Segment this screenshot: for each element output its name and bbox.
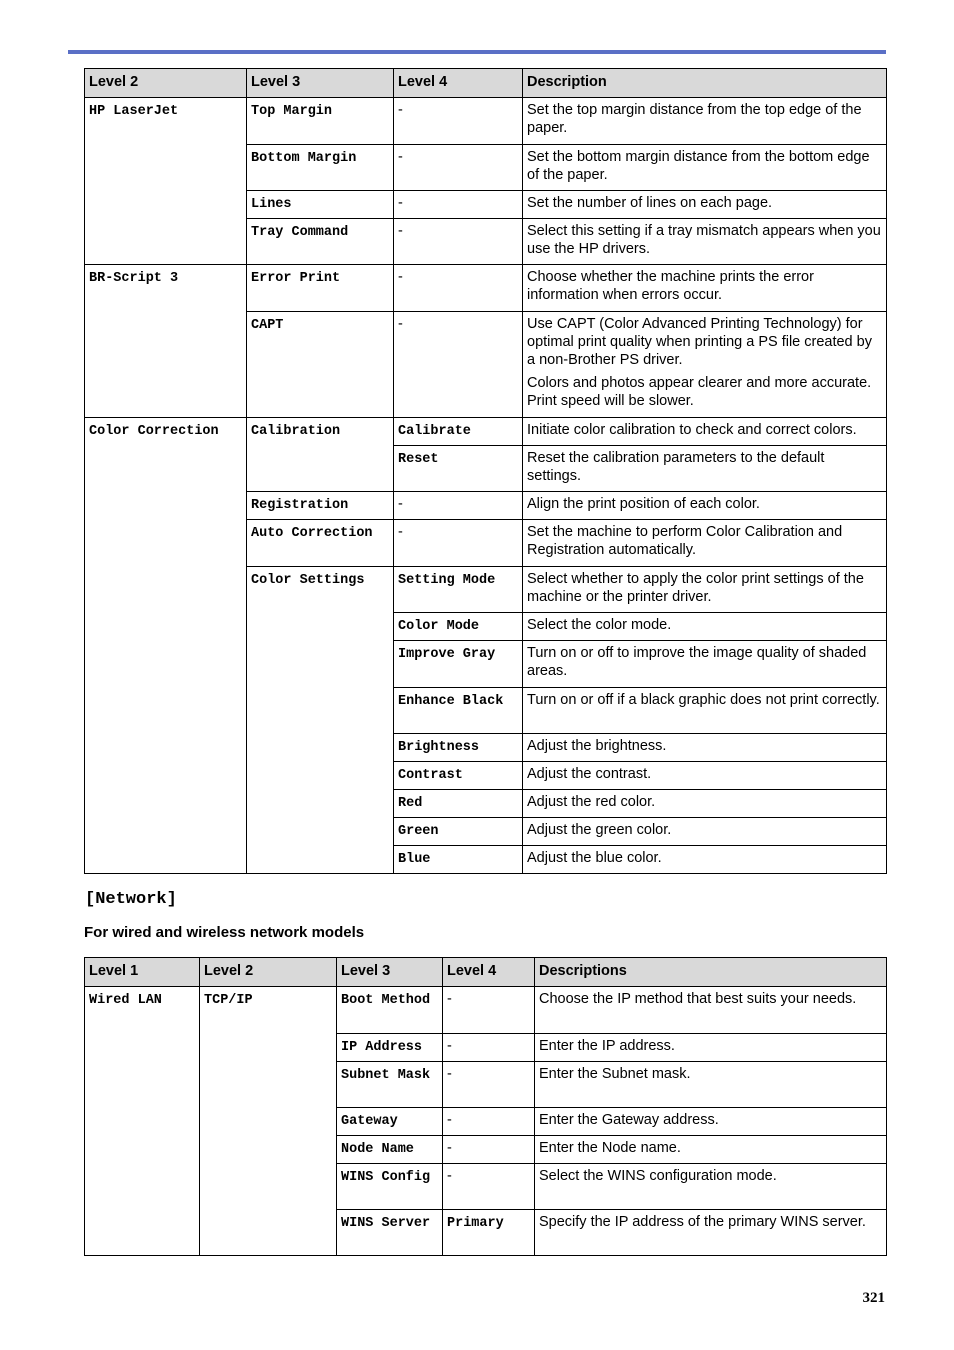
- header-level-2: Level 2: [85, 69, 247, 98]
- table-header-row: [85, 69, 887, 98]
- cell-color-correction: Color Correction: [85, 418, 247, 874]
- header-description: Description: [523, 69, 887, 98]
- cell-level4: -: [443, 1108, 535, 1136]
- cell-level4: -: [443, 987, 535, 1034]
- cell-description: Adjust the green color.: [523, 818, 887, 846]
- cell-description: Set the bottom margin distance from the bottom edge of the paper.: [523, 145, 887, 191]
- cell-description: Select this setting if a tray mismatch appears when you use the HP drivers.: [523, 219, 887, 265]
- cell-wins-config: WINS Config: [337, 1164, 443, 1210]
- cell-level4: -: [443, 1034, 535, 1062]
- cell-description: Specify the IP address of the primary WINS server.: [535, 1210, 887, 1256]
- description-paragraph: Use CAPT (Color Advanced Printing Technology) for optimal print quality when printing a PS file created by a non-Brother PS driver.: [527, 316, 872, 368]
- cell-level4: -: [394, 312, 523, 418]
- cell-color-settings: Color Settings: [247, 567, 394, 874]
- cell-level4: -: [394, 191, 523, 219]
- cell-wired-lan: Wired LAN: [85, 987, 200, 1256]
- section-heading-network: [Network]: [85, 890, 177, 909]
- cell-description: Adjust the red color.: [523, 790, 887, 818]
- cell-description: Choose the IP method that best suits your needs.: [535, 987, 887, 1034]
- cell-tray-command: Tray Command: [247, 219, 394, 265]
- cell-reset: Reset: [394, 446, 523, 492]
- cell-boot-method: Boot Method: [337, 987, 443, 1034]
- cell-level4: -: [394, 520, 523, 567]
- cell-description: Turn on or off if a black graphic does not print correctly.: [523, 688, 887, 734]
- cell-description: Enter the Gateway address.: [535, 1108, 887, 1136]
- cell-green: Green: [394, 818, 523, 846]
- cell-tcp-ip: TCP/IP: [200, 987, 337, 1256]
- settings-table-network: [84, 957, 887, 1256]
- cell-level4: -: [394, 145, 523, 191]
- cell-lines: Lines: [247, 191, 394, 219]
- cell-description: Enter the Subnet mask.: [535, 1062, 887, 1108]
- cell-error-print: Error Print: [247, 265, 394, 312]
- table-row: [85, 987, 887, 1034]
- cell-setting-mode: Setting Mode: [394, 567, 523, 613]
- cell-subnet-mask: Subnet Mask: [337, 1062, 443, 1108]
- table-row: [85, 98, 887, 145]
- cell-description: Initiate color calibration to check and correct colors.: [523, 418, 887, 446]
- cell-description: Adjust the brightness.: [523, 734, 887, 762]
- cell-primary: Primary: [443, 1210, 535, 1256]
- cell-hp-laserjet: HP LaserJet: [85, 98, 247, 265]
- cell-color-mode: Color Mode: [394, 613, 523, 641]
- cell-description: Adjust the contrast.: [523, 762, 887, 790]
- cell-ip-address: IP Address: [337, 1034, 443, 1062]
- cell-gateway: Gateway: [337, 1108, 443, 1136]
- page-number: 321: [862, 1290, 885, 1306]
- cell-level4: -: [443, 1062, 535, 1108]
- header-descriptions: Descriptions: [535, 958, 887, 987]
- cell-description: Set the top margin distance from the top edge of the paper.: [523, 98, 887, 145]
- cell-description: Turn on or off to improve the image quality of shaded areas.: [523, 641, 887, 688]
- cell-description: Adjust the blue color.: [523, 846, 887, 874]
- cell-description: [523, 312, 887, 418]
- cell-top-margin: Top Margin: [247, 98, 394, 145]
- cell-auto-correction: Auto Correction: [247, 520, 394, 567]
- cell-blue: Blue: [394, 846, 523, 874]
- cell-enhance-black: Enhance Black: [394, 688, 523, 734]
- table-row: [85, 265, 887, 312]
- cell-brightness: Brightness: [394, 734, 523, 762]
- settings-table-printer: [84, 68, 887, 874]
- cell-level4: -: [394, 265, 523, 312]
- cell-contrast: Contrast: [394, 762, 523, 790]
- cell-description: Select whether to apply the color print settings of the machine or the printer driver.: [523, 567, 887, 613]
- header-level-3: Level 3: [247, 69, 394, 98]
- header-level-4: Level 4: [394, 69, 523, 98]
- cell-improve-gray: Improve Gray: [394, 641, 523, 688]
- header-rule: [68, 50, 886, 54]
- cell-description: Set the machine to perform Color Calibration and Registration automatically.: [523, 520, 887, 567]
- cell-level4: -: [443, 1164, 535, 1210]
- cell-bottom-margin: Bottom Margin: [247, 145, 394, 191]
- cell-capt: CAPT: [247, 312, 394, 418]
- cell-level4: -: [443, 1136, 535, 1164]
- description-paragraph: Colors and photos appear clearer and more accurate. Print speed will be slower.: [527, 375, 872, 409]
- cell-description: Align the print position of each color.: [523, 492, 887, 520]
- cell-description: Reset the calibration parameters to the default settings.: [523, 446, 887, 492]
- cell-node-name: Node Name: [337, 1136, 443, 1164]
- header-level-1: Level 1: [85, 958, 200, 987]
- cell-description: Choose whether the machine prints the error information when errors occur.: [523, 265, 887, 312]
- cell-level4: -: [394, 219, 523, 265]
- cell-registration: Registration: [247, 492, 394, 520]
- cell-red: Red: [394, 790, 523, 818]
- section-subheading: For wired and wireless network models: [84, 924, 365, 941]
- header-level-2: Level 2: [200, 958, 337, 987]
- header-level-4: Level 4: [443, 958, 535, 987]
- cell-description: Enter the IP address.: [535, 1034, 887, 1062]
- header-level-3: Level 3: [337, 958, 443, 987]
- cell-calibrate: Calibrate: [394, 418, 523, 446]
- cell-description: Set the number of lines on each page.: [523, 191, 887, 219]
- table-header-row: [85, 958, 887, 987]
- cell-calibration: Calibration: [247, 418, 394, 492]
- cell-description: Select the WINS configuration mode.: [535, 1164, 887, 1210]
- cell-wins-server: WINS Server: [337, 1210, 443, 1256]
- cell-description: Enter the Node name.: [535, 1136, 887, 1164]
- cell-level4: -: [394, 98, 523, 145]
- table-row: [85, 418, 887, 446]
- cell-level4: -: [394, 492, 523, 520]
- cell-description: Select the color mode.: [523, 613, 887, 641]
- cell-br-script: BR-Script 3: [85, 265, 247, 418]
